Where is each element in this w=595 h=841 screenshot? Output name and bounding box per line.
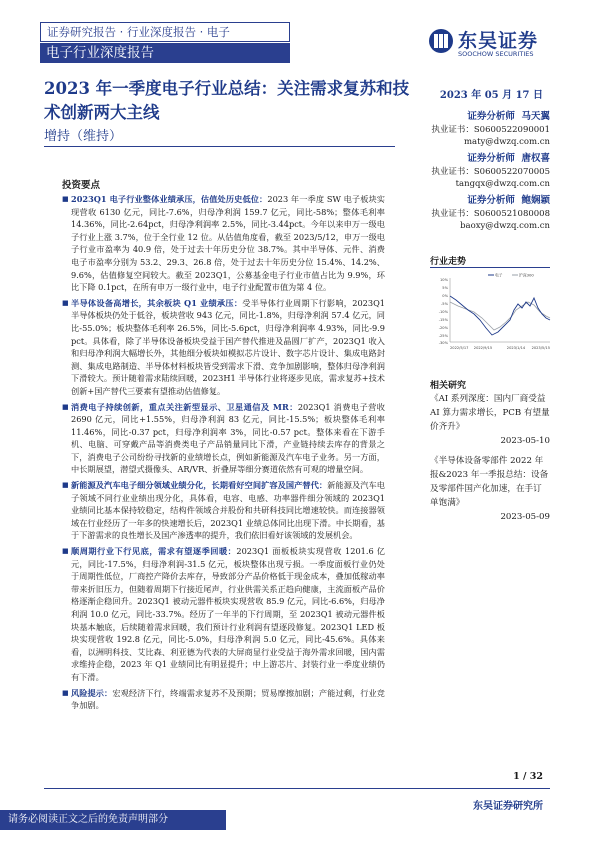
highlight-heading: 新能源及汽车电子细分领域业绩分化，长期看好空间扩容及国产替代：: [71, 480, 328, 491]
analyst-card: [400, 152, 550, 190]
report-title: 2023 年一季度电子行业总结：关注需求复苏和技术创新两大主线: [44, 79, 410, 122]
highlight-heading: 半导体设备高增长，其余板块 Q1 业绩承压：: [71, 297, 243, 308]
y-tick-label: 5%: [442, 286, 448, 290]
highlight-paragraph: [62, 479, 385, 542]
rating: 增持（维持）: [44, 129, 123, 144]
analyst-role: 证券分析师: [467, 195, 515, 206]
highlight-heading: 顺周期行业下行见底，需求有望逐季回暖：: [71, 546, 237, 557]
highlight-text: 2023Q1 消费电子营收 2690 亿元，同比+1.55%，归母净利润 83 亿元，同比-15.5%；板块整体毛利率 11.46%，同比-0.37 pct，归母净利润率 3%，同比-0.57 pct。整体来看在下游手机、电脑、可穿戴产品等消费类电子产品销量同比下滑，产业链持续去库存的背景之下，消费电子公司纷纷寻找新的业绩增长点，例如新能源及汽车电子业务。另一方面，中长期展望，潜望式摄像头、AR/VR、折叠屏等细分赛道依然有可观的增量空间。: [71, 401, 385, 475]
report-type-banner: 电子行业深度报告: [40, 43, 290, 63]
related-research-list: [430, 392, 550, 530]
highlight-text: 宏观经济下行，终端需求复苏不及预期；贸易摩擦加剧；产能过剩，行业竞争加剧。: [71, 687, 385, 711]
related-report[interactable]: [430, 454, 550, 524]
y-tick-label: 0%: [442, 294, 448, 298]
analyst-license: 执业证书：S0600522090001: [431, 125, 550, 135]
footer-company: 东吴证券研究所: [473, 801, 543, 812]
logo-name: 东吴证券: [458, 30, 539, 52]
x-tick-label: 2022/9/15: [473, 346, 493, 350]
analyst-name: 唐权喜: [521, 153, 550, 164]
related-report-date: 2023-05-10: [500, 436, 550, 446]
highlight-paragraph: [62, 545, 385, 684]
x-tick-label: 2023/1/14: [506, 346, 526, 350]
highlight-text: 2023Q1 面板板块实现营收 1201.6 亿元，同比-17.5%，归母净利润-31.5 亿元，板块整体出现亏损。一季度面板行业仍处于周期性低位，厂商控产降价去库存，导致部分产品价格低于现金成本，叠加低稼动率带来折旧压力，但随着周期下行接近尾声，行业供需关系正趋向健康，主流面板产品价格逐渐企稳回升。2023Q1 被动元器件板块实现营收 85.9 亿元，同比-6.6%，归母净利润 10.0 亿元，同比-33.7%。经历了一年半的下行周期，至 2023Q1 被动元器件板块基本触底，后续随着需求回暖，我们预计行业利润有望逐段修复。2023Q1 LED 板块实现营收 192.8 亿元，同比-5.0%，归母净利润 5.0 亿元，同比-45.6%。具体来看，以洲明科技、艾比森、利亚德为代表的大屏商显行业受益于海外需求回暖，国内需求维持企稳，2023 年 Q1 业绩同比有明显提升；中上游芯片、封装行业一季度业绩仍有下滑。: [71, 546, 385, 682]
analyst-list: [400, 110, 550, 236]
y-tick-label: -5%: [441, 302, 448, 306]
disclaimer-banner: 请务必阅读正文之后的免责声明部分: [0, 810, 226, 830]
highlight-paragraph: [62, 687, 385, 712]
related-report-title[interactable]: 《AI 系列深度：国内厂商受益AI 算力需求增长，PCB 有望量价齐升》: [430, 394, 550, 432]
highlight-paragraph: [62, 297, 385, 398]
highlight-text: 2023 年一季度 SW 电子板块实现营收 6130 亿元，同比-7.6%，归母净利润 159.7 亿元，同比-58%；整体毛利率 14.36%，同比-2.64pct，归母净利润率 2.5%，同比-3.44pct。今年以来申万一级电子行业上涨 3.7%，位于全行业 12 位。从估值角度看，截至 2023/5/12，申万一级电子行业市盈率为 40.9 倍，处于过去十年历史分位 38.7%。其中半导体、元件、消费电子市盈率分别为 53.2、29.3、26.8 倍，处于过去十年历史分位 15.4%、14.2%、9.6%，估值修复空间较大。截至 2023Q1，公募基金电子行业市值占比为 9.9%，环比下降 0.1pct，在所有申万一级行业中，电子行业配置市值为第 4 位。: [71, 194, 385, 293]
highlight-paragraph: [62, 193, 385, 294]
analyst-license: 执业证书：S0600522070005: [431, 167, 550, 177]
investment-highlights-title: 投资要点: [62, 180, 101, 191]
related-report[interactable]: [430, 392, 550, 448]
series-line-csi300: [450, 302, 550, 330]
x-tick-label: 2023/5/15: [531, 346, 550, 350]
related-report-date: 2023-05-09: [500, 512, 550, 522]
y-tick-label: -15%: [438, 318, 448, 322]
logo-mark-icon: [428, 28, 454, 54]
title-divider: [44, 146, 395, 147]
page-number: 1 / 32: [513, 771, 543, 782]
highlight-heading: 消费电子持续创新，重点关注新型显示、卫星通信及 MR：: [71, 401, 298, 412]
highlight-text: 受半导体行业周期下行影响，2023Q1 半导体板块仍处于低谷，板块营收 943 亿元，同比-1.8%，归母净利润 57.4 亿元，同比-55.0%；板块整体毛利率 26.5%，同比-5.6pct，归母净利润率 4.93%，同比-9.9 pct。具体看，除了半导体设备板块受益于国产替代推进及晶圆厂扩产，2023Q1 收入和归母净利润大幅增长外，其他细分板块如模拟芯片设计、数字芯片设计、集成电路封测、集成电路制造、半导体材料板块皆受到需求下滑、竞争加剧影响，整体归母净利润下滑较大。预计随着需求陆续回暖，2023H1 半导体行业将逐步见底，需求复苏+技术创新+国产替代三要素有望推动估值修复。: [71, 297, 385, 396]
report-category-tag: 证券研究报告 · 行业深度报告 · 电子: [40, 22, 290, 42]
highlight-heading: 2023Q1 电子行业整体业绩承压，估值处历史低位：: [71, 194, 268, 204]
legend-label: 沪深300: [519, 272, 534, 278]
y-tick-label: -30%: [438, 341, 448, 345]
highlight-paragraph: [62, 401, 385, 477]
related-report-title[interactable]: 《半导体设备零部件 2022 年报&2023 年一季报总结：设备及零部件国产化加速，在手订单饱满》: [430, 456, 549, 508]
analyst-name: 鲍娴颖: [521, 195, 550, 206]
footer-divider: [44, 788, 550, 789]
series-line-electronics: [450, 296, 550, 335]
y-tick-label: -10%: [438, 310, 448, 314]
y-tick-label: -25%: [438, 334, 448, 338]
analyst-card: [400, 110, 550, 148]
y-tick-label: 10%: [440, 278, 448, 282]
analyst-email[interactable]: maty@dwzq.com.cn: [463, 137, 550, 147]
highlight-text: 新能源及汽车电子领域不同行业业绩出现分化，具体看，电容、电感、功率器件细分领域的 2023Q1 业绩同比基本保持较稳定，结构件领域合并股份和共研科技同比增速较快。而连接器领域在行业经历了一年多的快速增长后，2023Q1 业绩总体同比出现下滑。中长期看，基于下游需求的良性增长及国产渗透率的提升，我们依旧看好该领域的发展机会。: [71, 480, 385, 541]
analyst-email[interactable]: baoxy@dwzq.com.cn: [460, 221, 550, 231]
x-tick-label: 2022/5/17: [450, 346, 469, 350]
analyst-license: 执业证书：S0600521080008: [431, 209, 550, 219]
analyst-card: [400, 194, 550, 232]
analyst-name: 马天翼: [521, 111, 550, 122]
trend-title: 行业走势: [430, 257, 467, 267]
y-tick-label: -20%: [438, 326, 448, 330]
trend-divider: [430, 267, 550, 268]
highlight-heading: 风险提示：: [71, 687, 113, 698]
trend-chart: [430, 272, 552, 354]
logo-english-name: SOOCHOW SECURITIES: [458, 50, 534, 58]
legend-label: 电子: [495, 272, 503, 278]
related-research-title: 相关研究: [430, 381, 467, 391]
analyst-role: 证券分析师: [467, 153, 515, 164]
investment-highlights-body: [62, 193, 385, 712]
analyst-email[interactable]: tangqx@dwzq.com.cn: [455, 179, 550, 189]
analyst-role: 证券分析师: [467, 111, 515, 122]
company-logo: [428, 28, 556, 62]
report-date: 2023 年 05 月 17 日: [439, 90, 543, 101]
